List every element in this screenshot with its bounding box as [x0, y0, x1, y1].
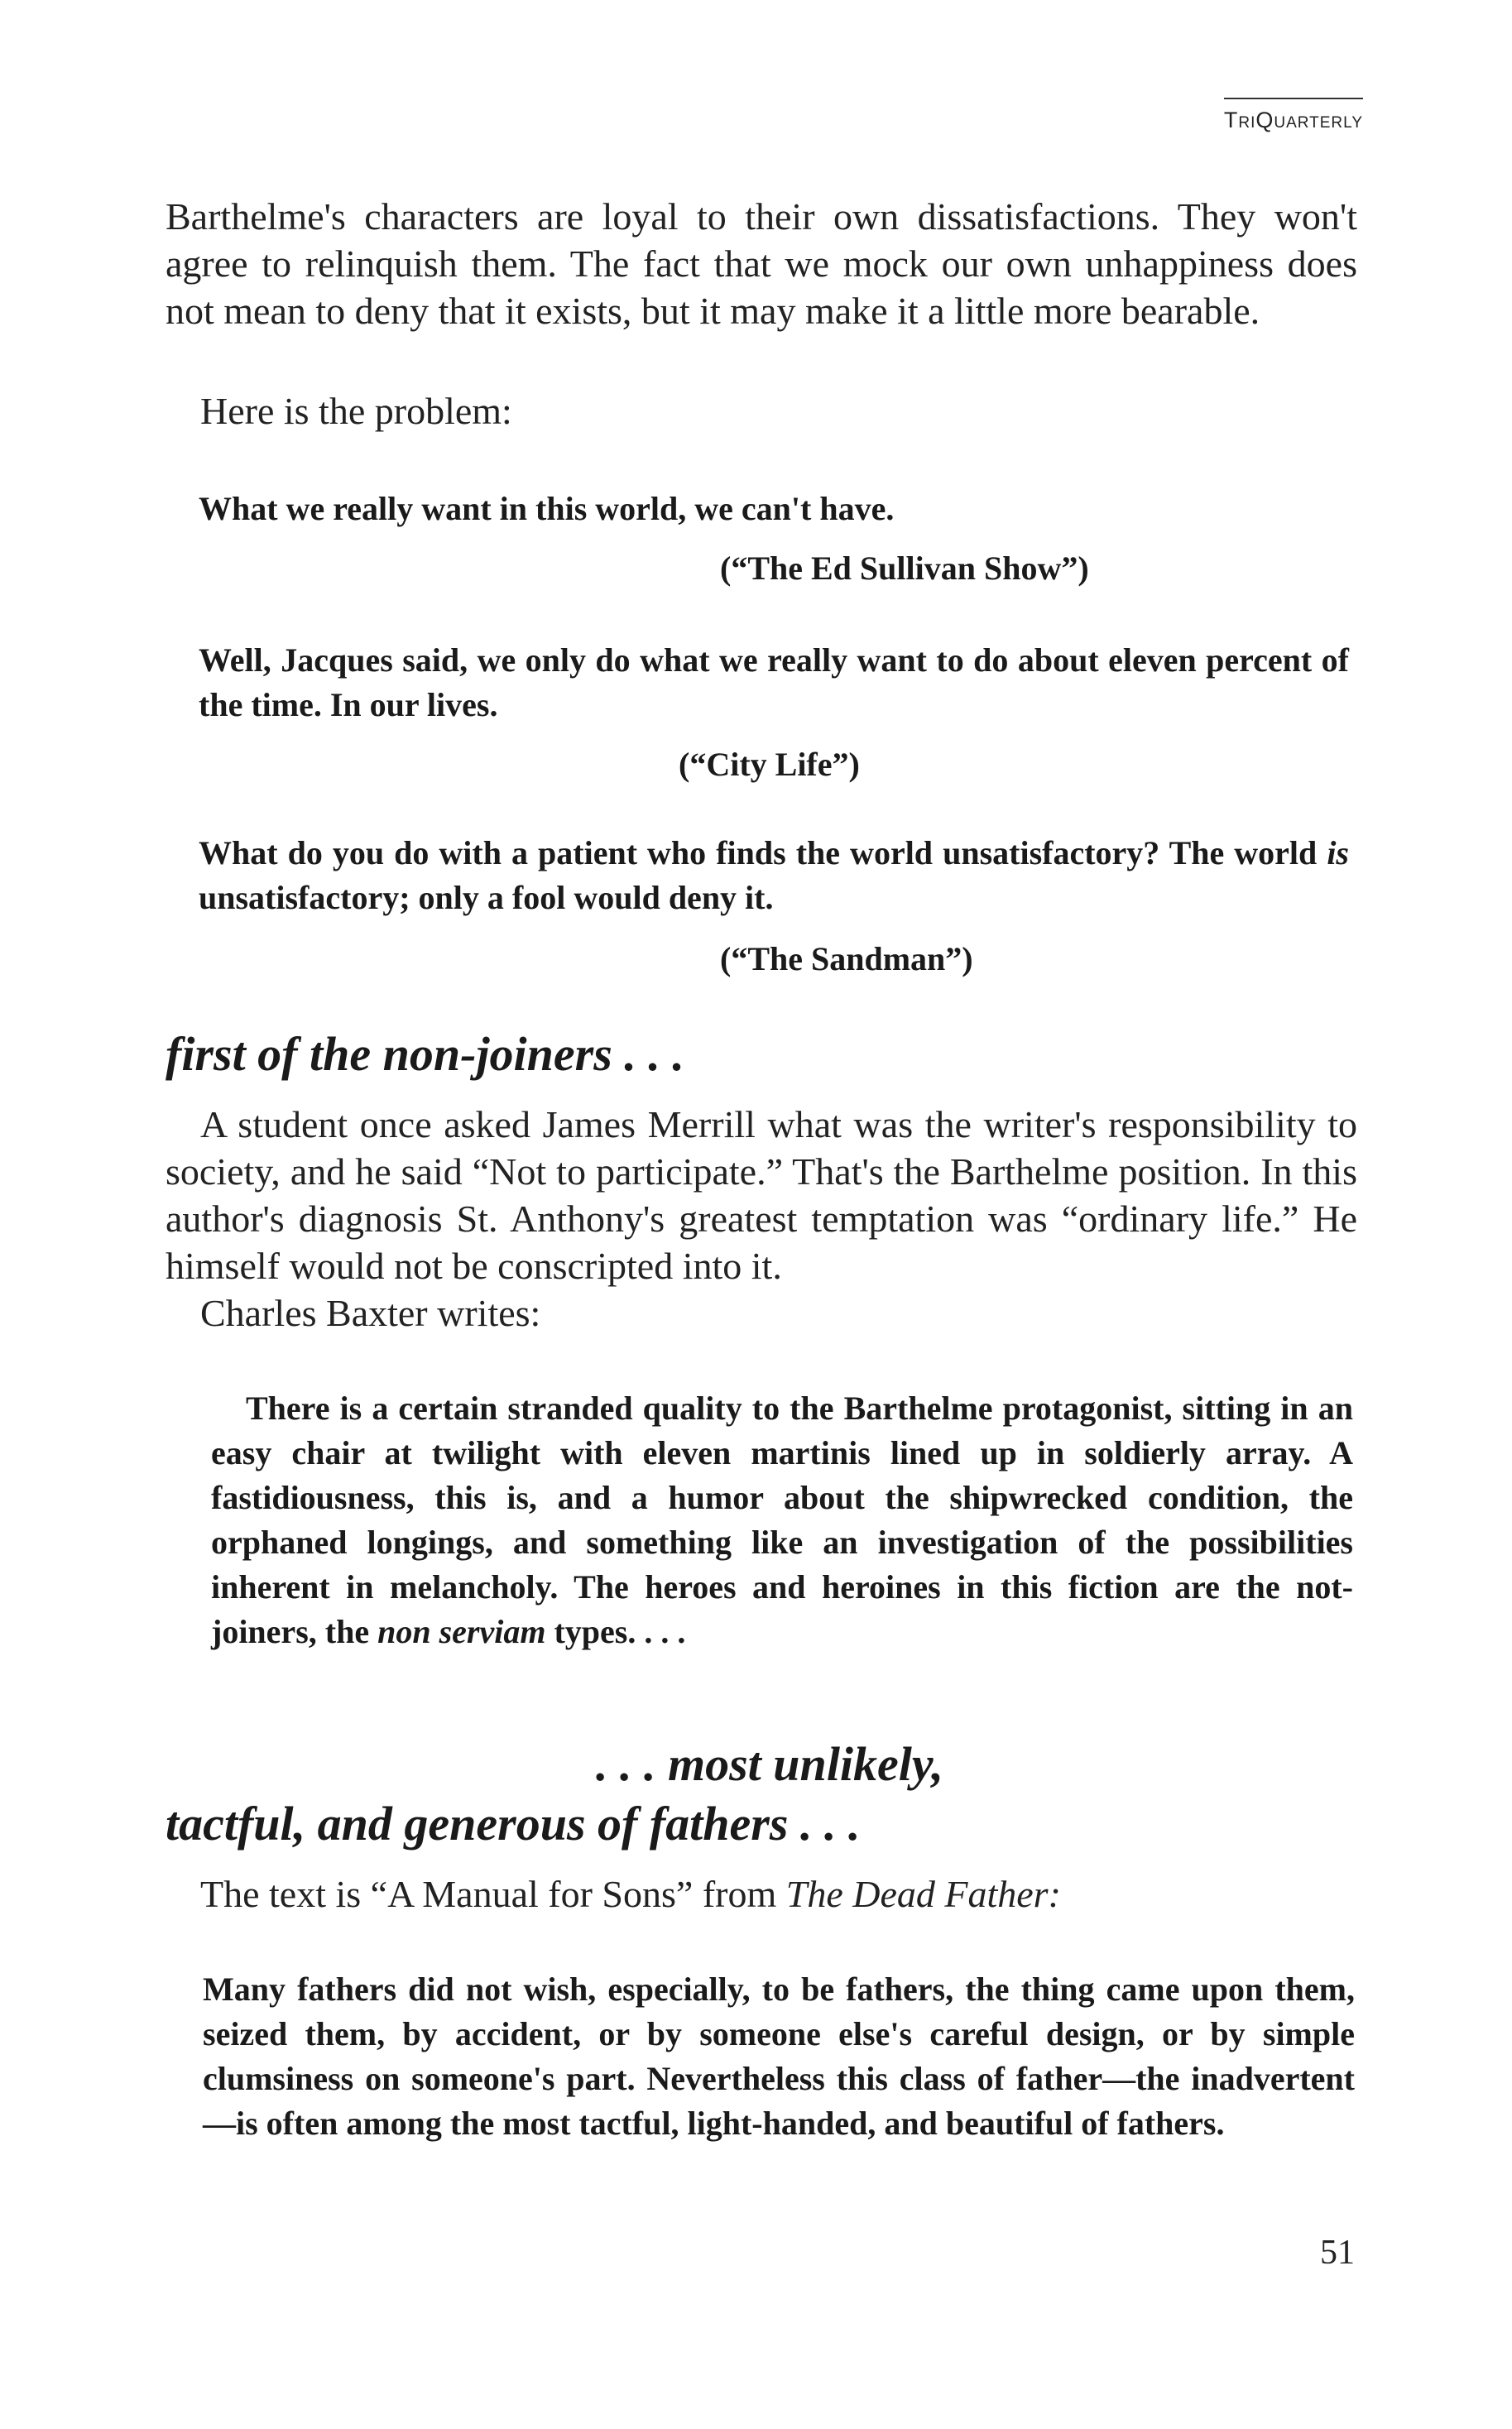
section-heading-1: first of the non-joiners . . . — [166, 1027, 684, 1081]
paragraph-5-part-a: The text is “A Manual for Sons” from — [200, 1873, 786, 1915]
paragraph-5 — [166, 1870, 1357, 1918]
quote-2: Well, Jacques said, we only do what we really want to do about eleven percent of the time. In our lives. — [199, 641, 1349, 723]
quote-3 — [199, 831, 1349, 920]
quote-1: What we really want in this world, we can't have. — [199, 490, 895, 527]
quote-4-emphasis: non serviam — [377, 1613, 546, 1650]
citation-2: (“City Life”) — [679, 746, 860, 783]
quote-4-part-b: types. . . . — [545, 1613, 686, 1650]
paragraph-4: Charles Baxter writes: — [200, 1292, 541, 1334]
running-header: TriQuarterly — [1224, 98, 1363, 133]
paragraph-3: A student once asked James Merrill what was the writer's responsibility to society, and he said “Not to participate.” That's the Barthelme position. In this author's diagnosis St. Anthony's greatest temptation was “ordinary life.” He himself would not be conscripted into it. — [166, 1103, 1357, 1287]
page-number: 51 — [1320, 2234, 1355, 2272]
quote-5: Many fathers did not wish, especially, to be fathers, the thing came upon them, seized them, by accident, or by someone else's careful design, or by simple clumsiness on someone's part. Nevertheless this class of father—the inadvertent—is often among the most tactful, light-handed, and beautiful of fathers. — [203, 1971, 1355, 2142]
paragraph-2: Here is the problem: — [200, 390, 512, 432]
paragraph-1: Barthelme's characters are loyal to their own dissatisfactions. They won't agree to relinquish them. The fact that we mock our own unhappiness does not mean to deny that it exists, but it may make it a little more bearable. — [166, 195, 1357, 332]
citation-1: (“The Ed Sullivan Show”) — [720, 550, 1089, 587]
quote-3-part-b: unsatisfactory; only a fool would deny it. — [199, 879, 774, 916]
quote-4 — [211, 1386, 1353, 1654]
quote-4-part-a: There is a certain stranded quality to the Barthelme protagonist, sitting in an easy chair at twilight with eleven martinis lined up in soldierly array. A fastidiousness, this is, and a humor about the shipwrecked condition, the orphaned longings, and something like an investigation of the possibilities inherent in melancholy. The heroes and heroines in this fiction are the not-joiners, the — [211, 1390, 1353, 1650]
section-heading-2-line-2: tactful, and generous of fathers . . . — [166, 1797, 861, 1851]
book-title: The Dead Father: — [785, 1873, 1061, 1915]
quote-3-emphasis: is — [1327, 834, 1349, 871]
section-heading-2-line-1: . . . most unlikely, — [596, 1737, 943, 1791]
citation-3: (“The Sandman”) — [720, 940, 973, 977]
quote-3-part-a: What do you do with a patient who finds the world unsatisfactory? The world — [199, 834, 1327, 871]
